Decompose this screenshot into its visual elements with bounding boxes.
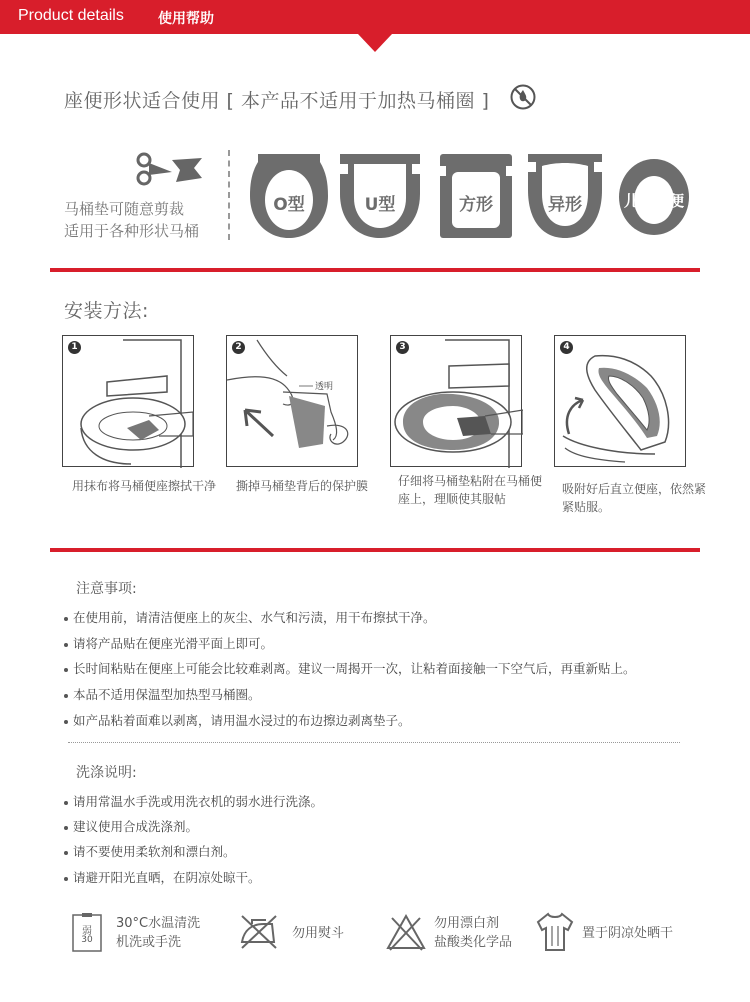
divider-red-2: [50, 548, 700, 552]
step-3-number: 3: [396, 341, 409, 354]
note-item-5: 如产品粘着面难以剥离，请用温水浸过的布边擦边剥离垫子。: [64, 711, 411, 729]
header-arrow: [358, 34, 392, 52]
step-3-caption: 仔细将马桶垫粘附在马桶便座上，理顺使其服帖: [398, 474, 543, 506]
peel-film-icon: [227, 336, 359, 468]
step-1-number: 1: [68, 341, 81, 354]
no-iron-icon: [238, 912, 278, 952]
fit-heading: 座便形状适合使用 [ 本产品不适用于加热马桶圈 ]: [64, 90, 490, 112]
toilet-wipe-icon: [63, 336, 195, 468]
care-bleach-text: 勿用漂白剂 盐酸类化学品: [434, 916, 513, 950]
hand-wash-icon: [72, 912, 102, 952]
attach-pad-icon: [391, 336, 523, 468]
step-2-illustration: [226, 335, 358, 467]
no-bleach-icon: [386, 912, 426, 952]
divider-red-1: [50, 268, 700, 272]
step-1-illustration: [62, 335, 194, 467]
shape-u-label: U型: [364, 195, 396, 215]
step-4-illustration: [554, 335, 686, 467]
shape-child-label: 儿童坐便: [623, 192, 684, 210]
wash-title: 洗涤说明:: [76, 765, 137, 781]
cut-line-1: 马桶垫可随意剪裁: [64, 200, 185, 218]
care-wash-text: 30°C水温清洗 机洗或手洗: [116, 916, 201, 950]
hand-wash-icon-text: 弱: [82, 926, 92, 937]
step-3-illustration: [390, 335, 522, 467]
cut-description: [64, 150, 224, 242]
shape-o-label: O型: [273, 195, 305, 215]
header-bar: [0, 0, 750, 34]
raised-seat-icon: [555, 336, 687, 468]
notes-title: 注意事项:: [76, 581, 137, 597]
wash-item-1: 请用常温水手洗或用洗衣机的弱水进行洗涤。: [64, 792, 323, 810]
install-heading: 安装方法:: [64, 300, 149, 322]
care-dry-text: 置于阴凉处晒干: [582, 926, 674, 941]
film-label: 透明: [315, 382, 334, 392]
wash-item-4: 请避开阳光直晒，在阴凉处晾干。: [64, 868, 261, 886]
cut-line-2: 适用于各种形状马桶: [64, 222, 200, 240]
shape-irregular-label: 异形: [548, 195, 582, 215]
header-title: Product details: [18, 7, 124, 24]
step-1-caption: 用抹布将马桶便座擦拭干净: [72, 479, 217, 493]
step-2-number: 2: [232, 341, 245, 354]
step-2-caption: 撕掉马桶垫背后的保护膜: [236, 479, 369, 493]
step-4-number: 4: [560, 341, 573, 354]
no-heating-icon: [510, 84, 536, 110]
shade-dry-icon: [536, 912, 574, 952]
divider-dotted: [68, 742, 680, 743]
wash-item-2: 建议使用合成洗涤剂。: [64, 817, 198, 835]
header-subtitle: 使用帮助: [158, 11, 214, 27]
note-item-1: 在使用前，请清洁便座上的灰尘、水气和污渍，用干布擦拭干净。: [64, 608, 436, 626]
note-item-2: 请将产品贴在便座光滑平面上即可。: [64, 634, 273, 652]
shape-square-label: 方形: [459, 195, 493, 215]
divider-dashed: [228, 150, 230, 240]
step-4-caption: 吸附好后直立便座，依然紧紧贴服。: [562, 482, 707, 514]
wash-item-3: 请不要使用柔软剂和漂白剂。: [64, 842, 236, 860]
hand-wash-icon-temp: 30: [81, 935, 93, 945]
note-item-3: 长时间粘贴在便座上可能会比较难剥离。建议一周揭开一次，让粘着面接触一下空气后，再重新贴上。: [64, 659, 636, 677]
care-iron-text: 勿用熨斗: [292, 926, 345, 941]
note-item-4: 本品不适用保温型加热型马桶圈。: [64, 685, 261, 703]
